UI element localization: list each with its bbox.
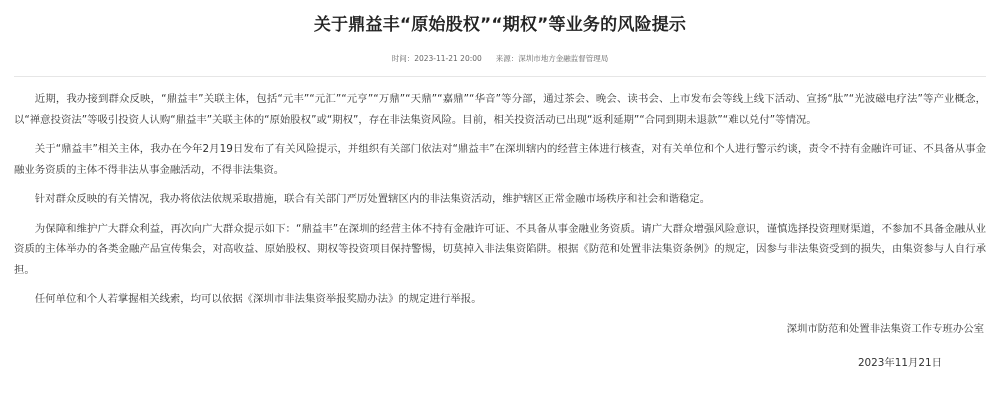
article-source: 来源：深圳市地方金融监督管理局: [495, 54, 609, 63]
paragraph-5: 任何单位和个人若掌握相关线索，均可以依据《深圳市非法集资举报奖励办法》的规定进行举报。: [34, 293, 482, 305]
article-title: 关于鼎益丰“原始股权”“期权”等业务的风险提示: [313, 15, 687, 35]
paragraph-2: 关于“鼎益丰”相关主体，我办在今年2月19日发布了有关风险提示，并组织有关部门依法对“鼎益丰”在深圳辖内的经营主体进行核查，对有关单位和个人进行警示约谈，责令不持有金融许可证、不具备从事金融业务资质的主体不得非法从事金融活动，不得非法集资。: [14, 143, 986, 176]
title-divider: [14, 76, 986, 77]
article-meta: [14, 50, 986, 68]
article-body: [14, 89, 986, 310]
signature-organization: 深圳市防范和处置非法集资工作专班办公室: [786, 322, 984, 335]
paragraph-3: 针对群众反映的有关情况，我办将依法依规采取措施，联合有关部门严厉处置辖区内的非法集资活动，维护辖区正常金融市场秩序和社会和谐稳定。: [34, 193, 711, 205]
paragraph-4: 为保障和维护广大群众利益，再次向广大群众提示如下：“鼎益丰”在深圳的经营主体不持有金融许可证、不具备从事金融业务资质。请广大群众增强风险意识，谨慎选择投资理财渠道，不参加不具备金融从业资质的主体举办的各类金融产品宣传集会，对高收益、原始股权、期权等投资项目保持警惕，切莫掉入非法集资陷阱。根据《防范和处置非法集资条例》的规定，因参与非法集资受到的损失，由集资参与人自行承担。: [14, 222, 986, 276]
paragraph-1: 近期，我办接到群众反映，“鼎益丰”关联主体，包括“元丰”“元汇”“元亨”“万鼎”“天鼎”“嘉鼎”“华音”等分部，通过茶会、晚会、读书会、上市发布会等线上线下活动、宣扬“肽”“光波磁电疗法”等产业概念，以“禅意投资法”等吸引投资人认购“鼎益丰”关联主体的“原始股权”或“期权”，存在非法集资风险。目前，相关投资活动已出现“返利延期”“合同到期未退款”“难以兑付”等情况。: [14, 93, 986, 126]
publish-time: 时间：2023-11-21 20:00: [391, 54, 482, 63]
signature-date: 2023年11月21日: [857, 356, 942, 369]
